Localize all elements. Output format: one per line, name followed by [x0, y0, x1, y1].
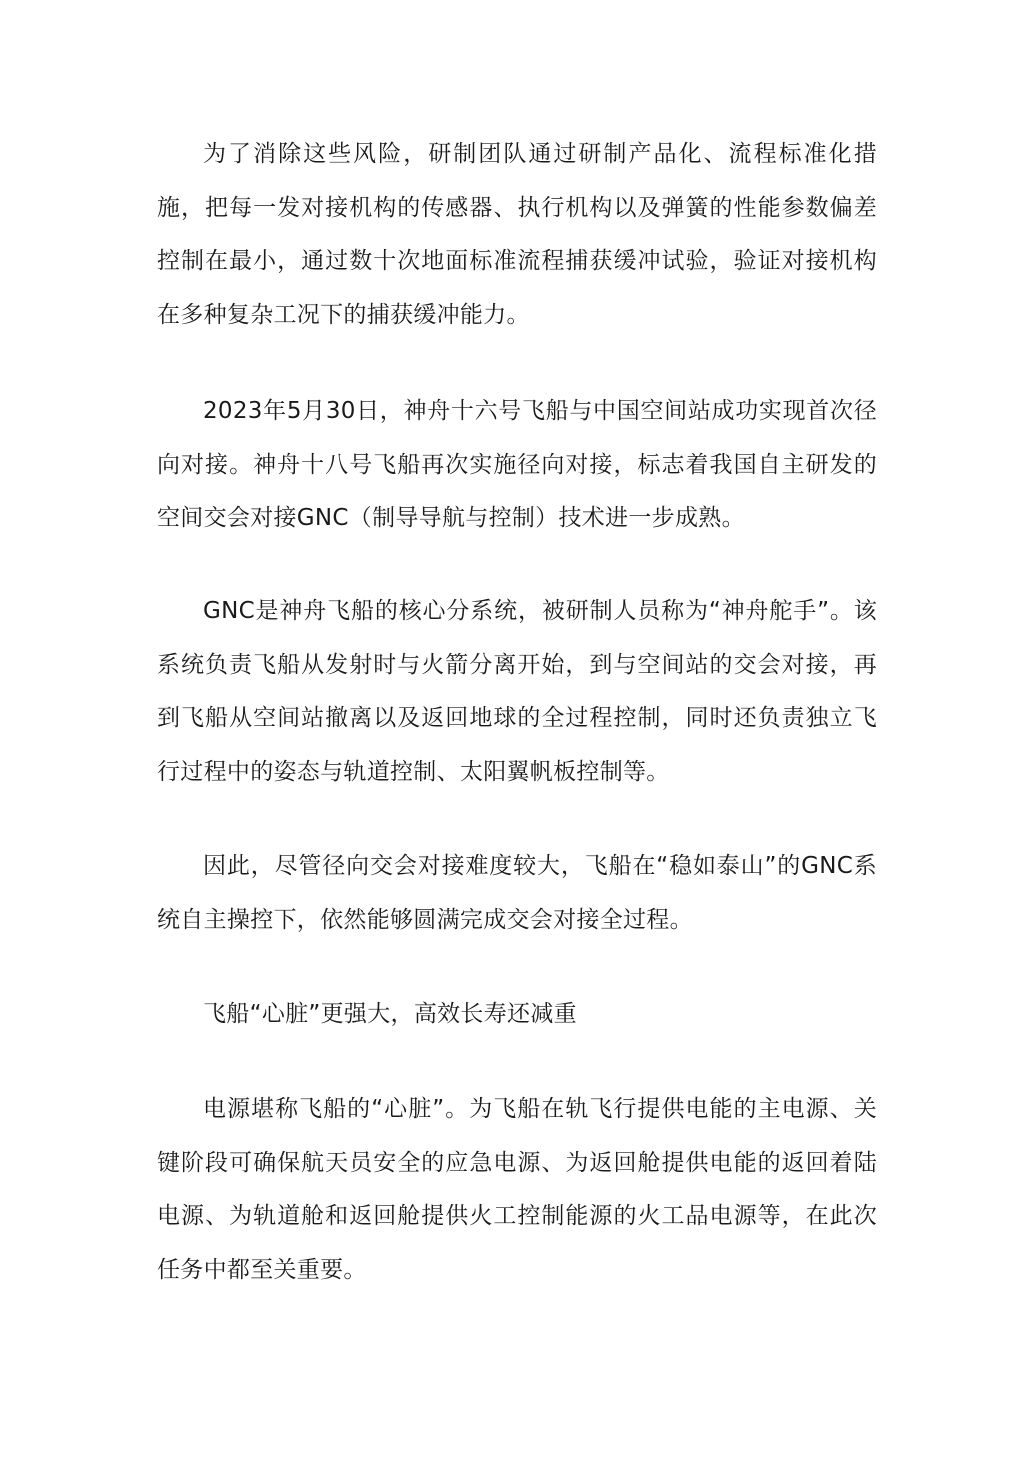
paragraph-gnc-conclusion: 因此，尽管径向交会对接难度较大，飞船在“稳如泰山”的GNC系统自主操控下，依然能够圆满完成交会对接全过程。 [157, 853, 877, 933]
paragraph-risk-elimination: 为了消除这些风险，研制团队通过研制产品化、流程标准化措施，把每一发对接机构的传感器、执行机构以及弹簧的性能参数偏差控制在最小，通过数十次地面标准流程捕获缓冲试验，验证对接机构在多种复杂工况下的捕获缓冲能力。 [157, 141, 877, 328]
paragraph-power-supply: 电源堪称飞船的“心脏”。为飞船在轨飞行提供电能的主电源、关键阶段可确保航天员安全的应急电源、为返回舱提供电能的返回着陆电源、为轨道舱和返回舱提供火工控制能源的火工品电源等，在此次任务中都至关重要。 [157, 1096, 877, 1283]
section-heading-power: 飞船“心脏”更强大，高效长寿还减重 [203, 1001, 577, 1027]
paragraph-radial-docking: 2023年5月30日，神舟十六号飞船与中国空间站成功实现首次径向对接。神舟十八号飞船再次实施径向对接，标志着我国自主研发的空间交会对接GNC（制导导航与控制）技术进一步成熟。 [157, 398, 877, 531]
paragraph-gnc-system: GNC是神舟飞船的核心分系统，被研制人员称为“神舟舵手”。该系统负责飞船从发射时与火箭分离开始，到与空间站的交会对接，再到飞船从空间站撤离以及返回地球的全过程控制，同时还负责独立飞行过程中的姿态与轨道控制、太阳翼帆板控制等。 [157, 598, 877, 785]
